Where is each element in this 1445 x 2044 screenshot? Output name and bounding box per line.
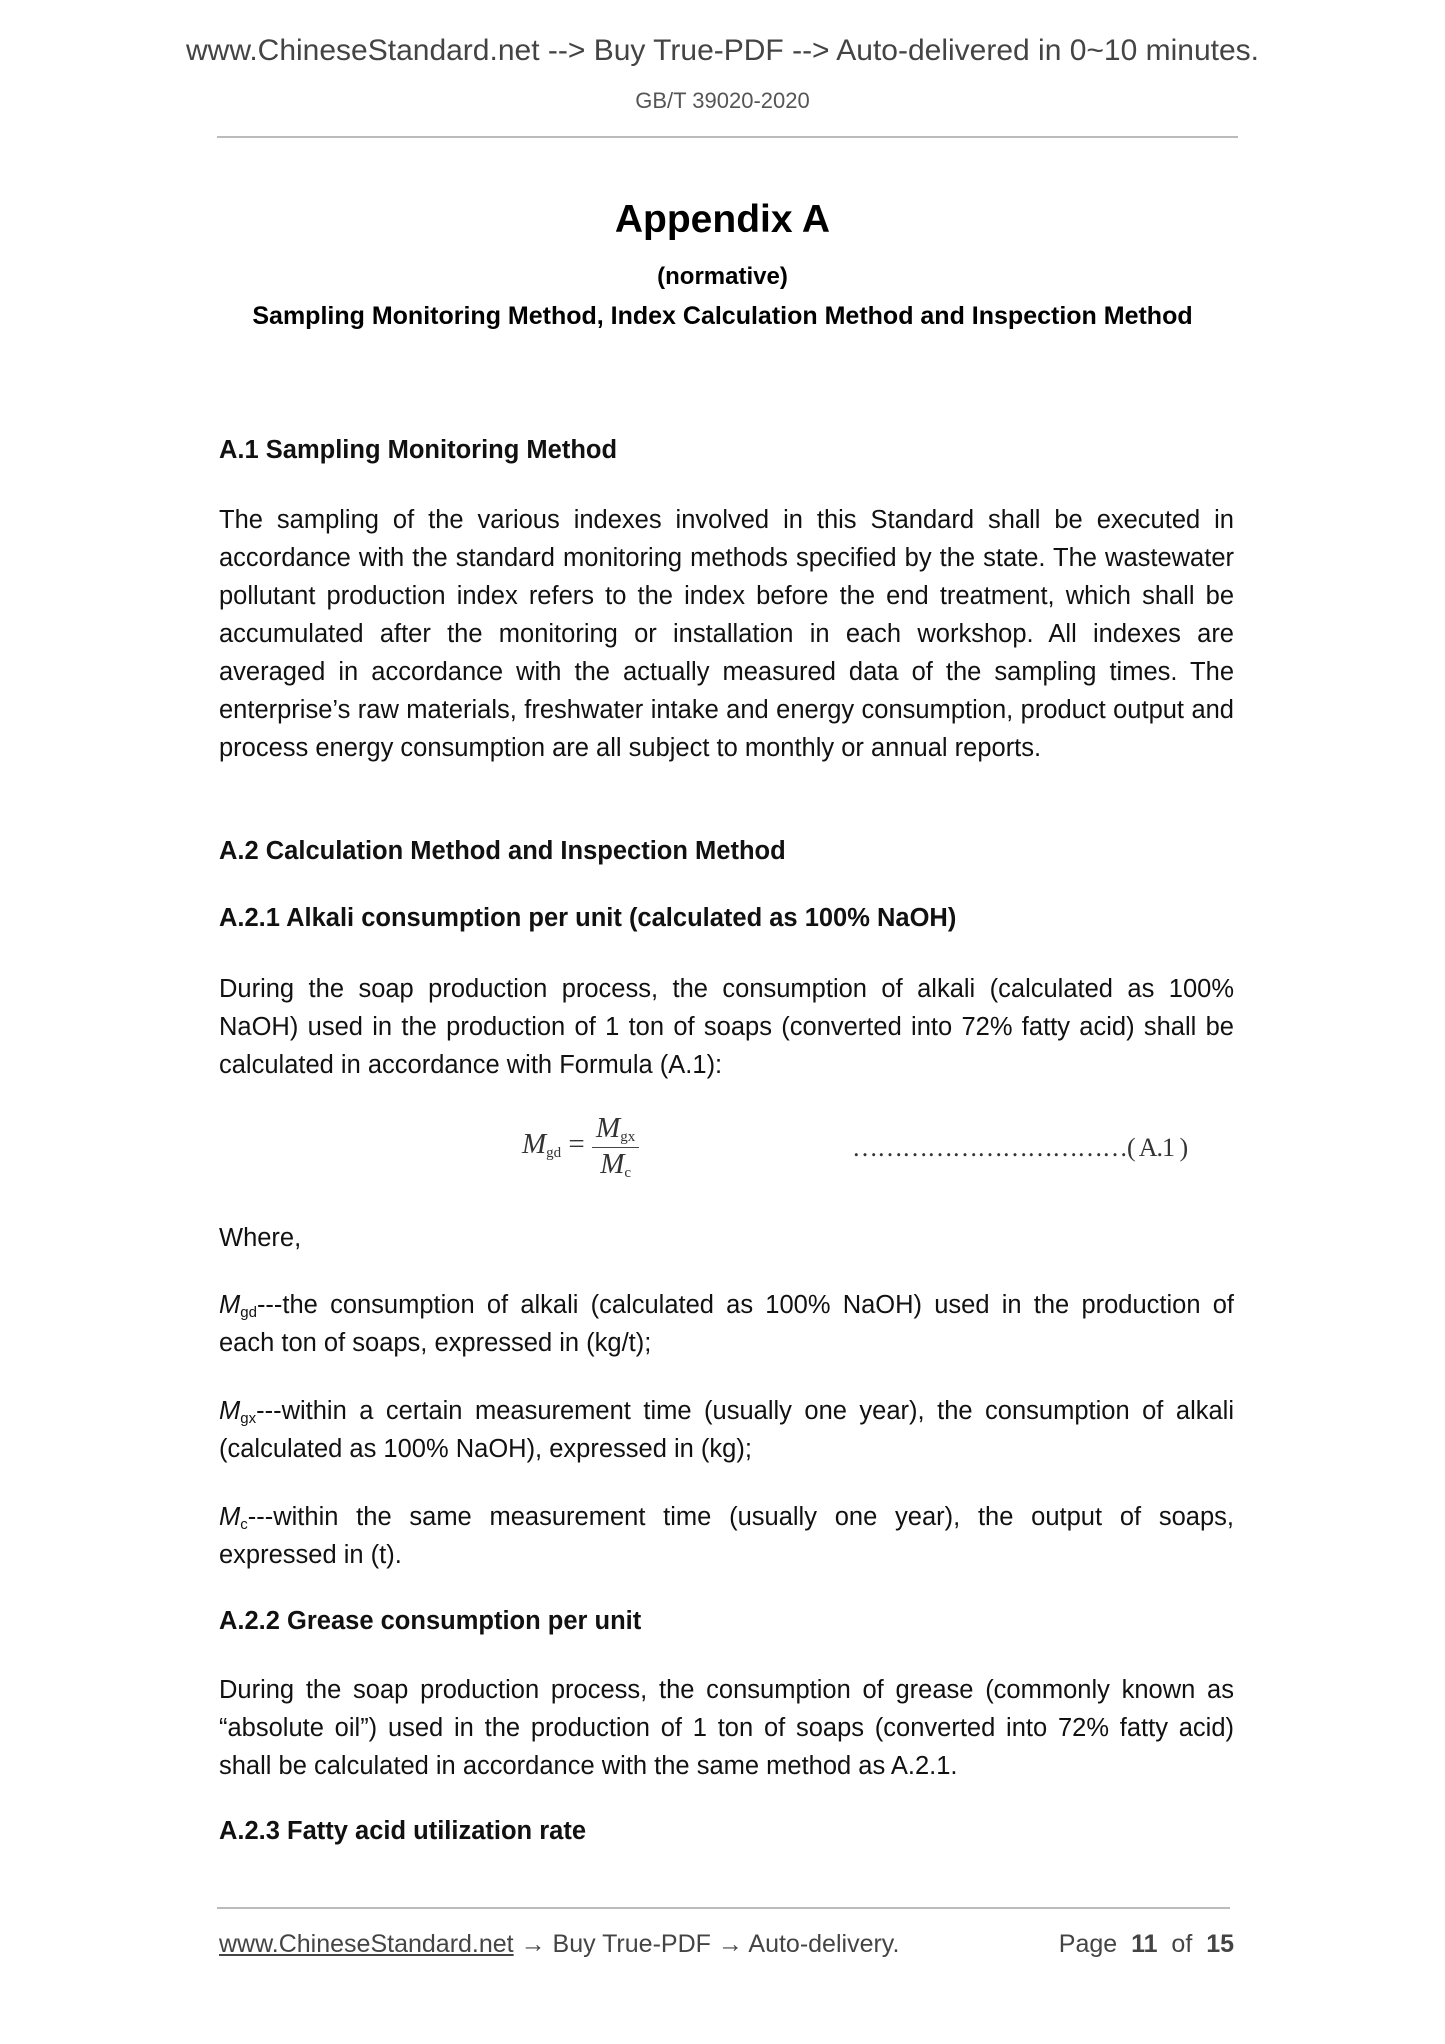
symbol: M <box>219 1291 241 1319</box>
formula-label: ( A.1 ) <box>1127 1133 1188 1162</box>
page-title: Appendix A <box>614 198 831 241</box>
total-pages: 15 <box>1206 1930 1234 1958</box>
paragraph-a1: The sampling of the various indexes involved in this Standard shall be executed in accordance with the standard monitoring methods specified by the state. The wastewater pollutant production index refers to the index before the end treatment, which shall be accumulated after the monitoring or installation in each workshop. All indexes are averaged in accordance with the actually measured data of the sampling times. The enterprise’s raw materials, freshwater intake and energy consumption, product output and process energy consumption are all subject to monthly or annual reports. <box>219 506 1234 762</box>
section-heading-a1: A.1 Sampling Monitoring Method <box>219 436 618 464</box>
definition-mgx <box>219 1392 1234 1468</box>
symbol-sub: gd <box>240 1304 257 1321</box>
appendix-type: (normative) <box>657 263 788 290</box>
formula-numerator-sub: gx <box>620 1129 636 1145</box>
formula-lhs: M <box>522 1128 547 1161</box>
formula-lhs-sub: gd <box>546 1145 562 1162</box>
definition-text: ---within a certain measurement time (usually one year), the consumption of alkali (calculated as 100% NaOH), expressed in (kg); <box>219 1397 1234 1463</box>
formula-a1 <box>522 1112 639 1181</box>
section-heading-a21: A.2.1 Alkali consumption per unit (calculated as 100% NaOH) <box>219 904 957 932</box>
standard-number: GB/T 39020-2020 <box>635 88 810 113</box>
current-page: 11 <box>1131 1930 1158 1958</box>
page-indicator <box>1059 1930 1234 1959</box>
footer-divider <box>217 1907 1230 1909</box>
formula-numerator: M <box>596 1112 621 1144</box>
formula-equals: = <box>568 1128 585 1161</box>
section-heading-a2: A.2 Calculation Method and Inspection Method <box>219 837 786 865</box>
definition-mc <box>219 1498 1234 1574</box>
formula-denominator: M <box>600 1148 625 1180</box>
page-label: Page <box>1058 1930 1118 1958</box>
symbol-sub: c <box>240 1516 248 1533</box>
of-label: of <box>1171 1930 1193 1958</box>
definition-text: ---within the same measurement time (usually one year), the output of soaps, expressed in (t). <box>219 1503 1234 1569</box>
appendix-subtitle: Sampling Monitoring Method, Index Calculation Method and Inspection Method <box>252 302 1193 330</box>
formula-fraction <box>592 1112 639 1181</box>
footer-link[interactable]: www.ChineseStandard.net <box>219 1930 514 1958</box>
header-divider <box>217 136 1238 138</box>
header-banner: www.ChineseStandard.net --> Buy True-PDF --> Auto-delivered in 0~10 minutes. <box>185 34 1260 67</box>
paragraph-a22: During the soap production process, the consumption of grease (commonly known as “absolute oil”) used in the production of 1 ton of soaps (converted into 72% fatty acid) shall be calculated in accordance with the same method as A.2.1. <box>219 1676 1234 1780</box>
symbol: M <box>219 1397 241 1425</box>
definition-text: ---the consumption of alkali (calculated as 100% NaOH) used in the production of each ton of soaps, expressed in (kg/t); <box>219 1291 1234 1357</box>
section-heading-a22: A.2.2 Grease consumption per unit <box>219 1607 642 1635</box>
footer <box>219 1930 1234 1959</box>
formula-number <box>852 1133 1187 1163</box>
section-heading-a23: A.2.3 Fatty acid utilization rate <box>219 1817 586 1845</box>
paragraph-a21: During the soap production process, the consumption of alkali (calculated as 100% NaOH) used in the production of 1 ton of soaps (converted into 72% fatty acid) shall be calculated in accordance with Formula (A.1): <box>219 975 1234 1079</box>
definition-mgd <box>219 1286 1234 1362</box>
formula-leader-dots: …………………………… <box>852 1133 1127 1162</box>
footer-tagline: → Buy True-PDF → Auto-delivery. <box>513 1930 900 1958</box>
where-label: Where, <box>219 1224 302 1252</box>
symbol-sub: gx <box>240 1410 257 1427</box>
symbol: M <box>219 1503 241 1531</box>
formula-denominator-sub: c <box>624 1165 632 1181</box>
